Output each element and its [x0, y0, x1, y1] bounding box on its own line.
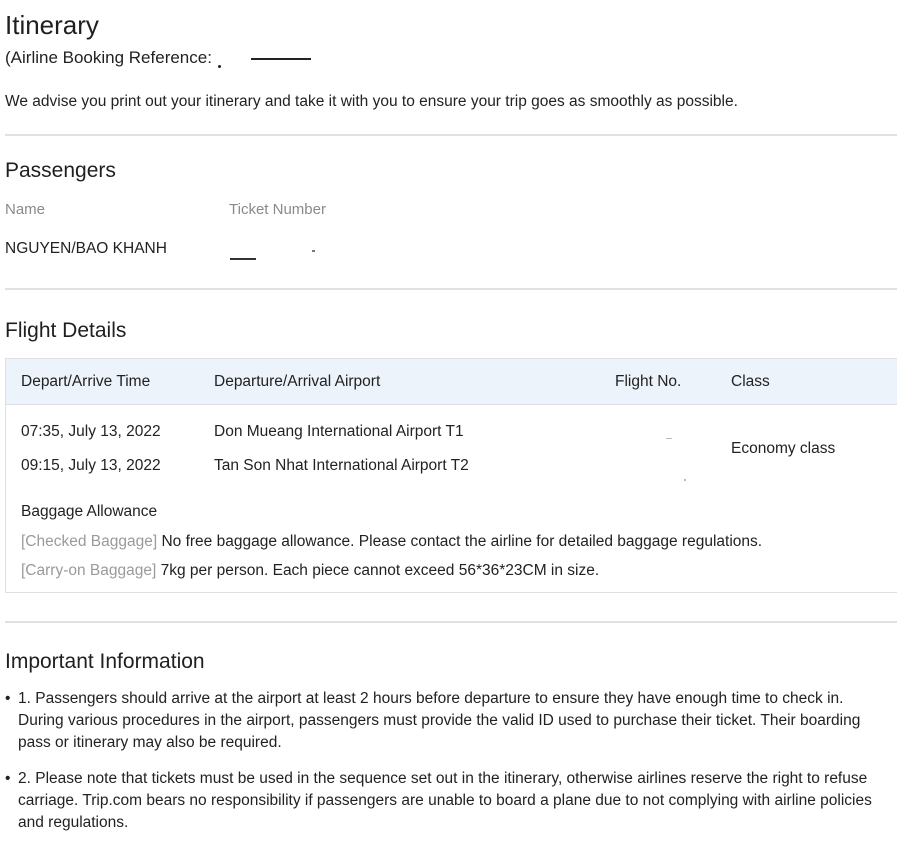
carry-on-baggage-text: 7kg per person. Each piece cannot exceed 56*36*23CM in size.: [156, 562, 600, 579]
flight-table-header: [6, 359, 897, 405]
baggage-allowance-title: Baggage Allowance: [21, 503, 158, 520]
divider: [5, 621, 897, 623]
flight-details-table: [5, 358, 897, 593]
arrive-airport: Tan Son Nhat International Airport T2: [214, 457, 469, 474]
redacted-flight-number: [684, 479, 686, 481]
flight-details-heading: Flight Details: [5, 319, 127, 342]
divider: [5, 134, 897, 136]
advice-text: We advise you print out your itinerary and take it with you to ensure your trip goes as smoothly as possible.: [5, 93, 738, 110]
checked-baggage-text: No free baggage allowance. Please contact the airline for detailed baggage regulations.: [157, 533, 763, 550]
important-info-heading: Important Information: [5, 650, 205, 673]
redacted-mark: [312, 250, 315, 252]
booking-reference: [5, 48, 311, 68]
info-item-text: 1. Passengers should arrive at the airport at least 2 hours before departure to ensure they have enough time to check in. During various procedures in the airport, passengers must provide the valid ID used to purchase their ticket. Their boarding pass or itinerary may also be required.: [18, 690, 861, 751]
redacted-ticket-number: [230, 258, 256, 260]
carry-on-baggage-row: [21, 562, 599, 580]
depart-time: 07:35, July 13, 2022: [21, 423, 161, 440]
passenger-name: NGUYEN/BAO KHANH: [5, 240, 167, 257]
arrive-time: 09:15, July 13, 2022: [21, 457, 161, 474]
passengers-heading: Passengers: [5, 159, 116, 182]
redacted-flight-number: [666, 438, 672, 439]
bullet: •: [5, 770, 11, 787]
checked-baggage-row: [21, 533, 762, 551]
carry-on-baggage-tag: [Carry-on Baggage]: [21, 562, 157, 579]
divider: [5, 288, 897, 290]
column-header-time: Depart/Arrive Time: [21, 373, 151, 390]
checked-baggage-tag: [Checked Baggage]: [21, 533, 158, 550]
cabin-class: Economy class: [731, 440, 836, 457]
info-item: [5, 768, 893, 834]
depart-airport: Don Mueang International Airport T1: [214, 423, 464, 440]
redacted-mark: [218, 65, 221, 68]
info-item-text: 2. Please note that tickets must be used in the sequence set out in the itinerary, otherwise airlines reserve the right to refuse carriage. Trip.com bears no responsibility if passengers are unable to board a plane due to not complying with airline policies and regulations.: [18, 770, 872, 831]
booking-reference-label: (Airline Booking Reference:: [5, 48, 212, 67]
name-column-label: Name: [5, 201, 46, 218]
ticket-column-label: Ticket Number: [229, 201, 326, 218]
bullet: •: [5, 690, 11, 707]
info-item: [5, 688, 893, 754]
column-header-flight-no: Flight No.: [615, 373, 682, 390]
page-title: Itinerary: [5, 10, 99, 40]
column-header-class: Class: [731, 373, 770, 390]
column-header-airport: Departure/Arrival Airport: [214, 373, 381, 390]
redacted-reference: [251, 58, 311, 60]
